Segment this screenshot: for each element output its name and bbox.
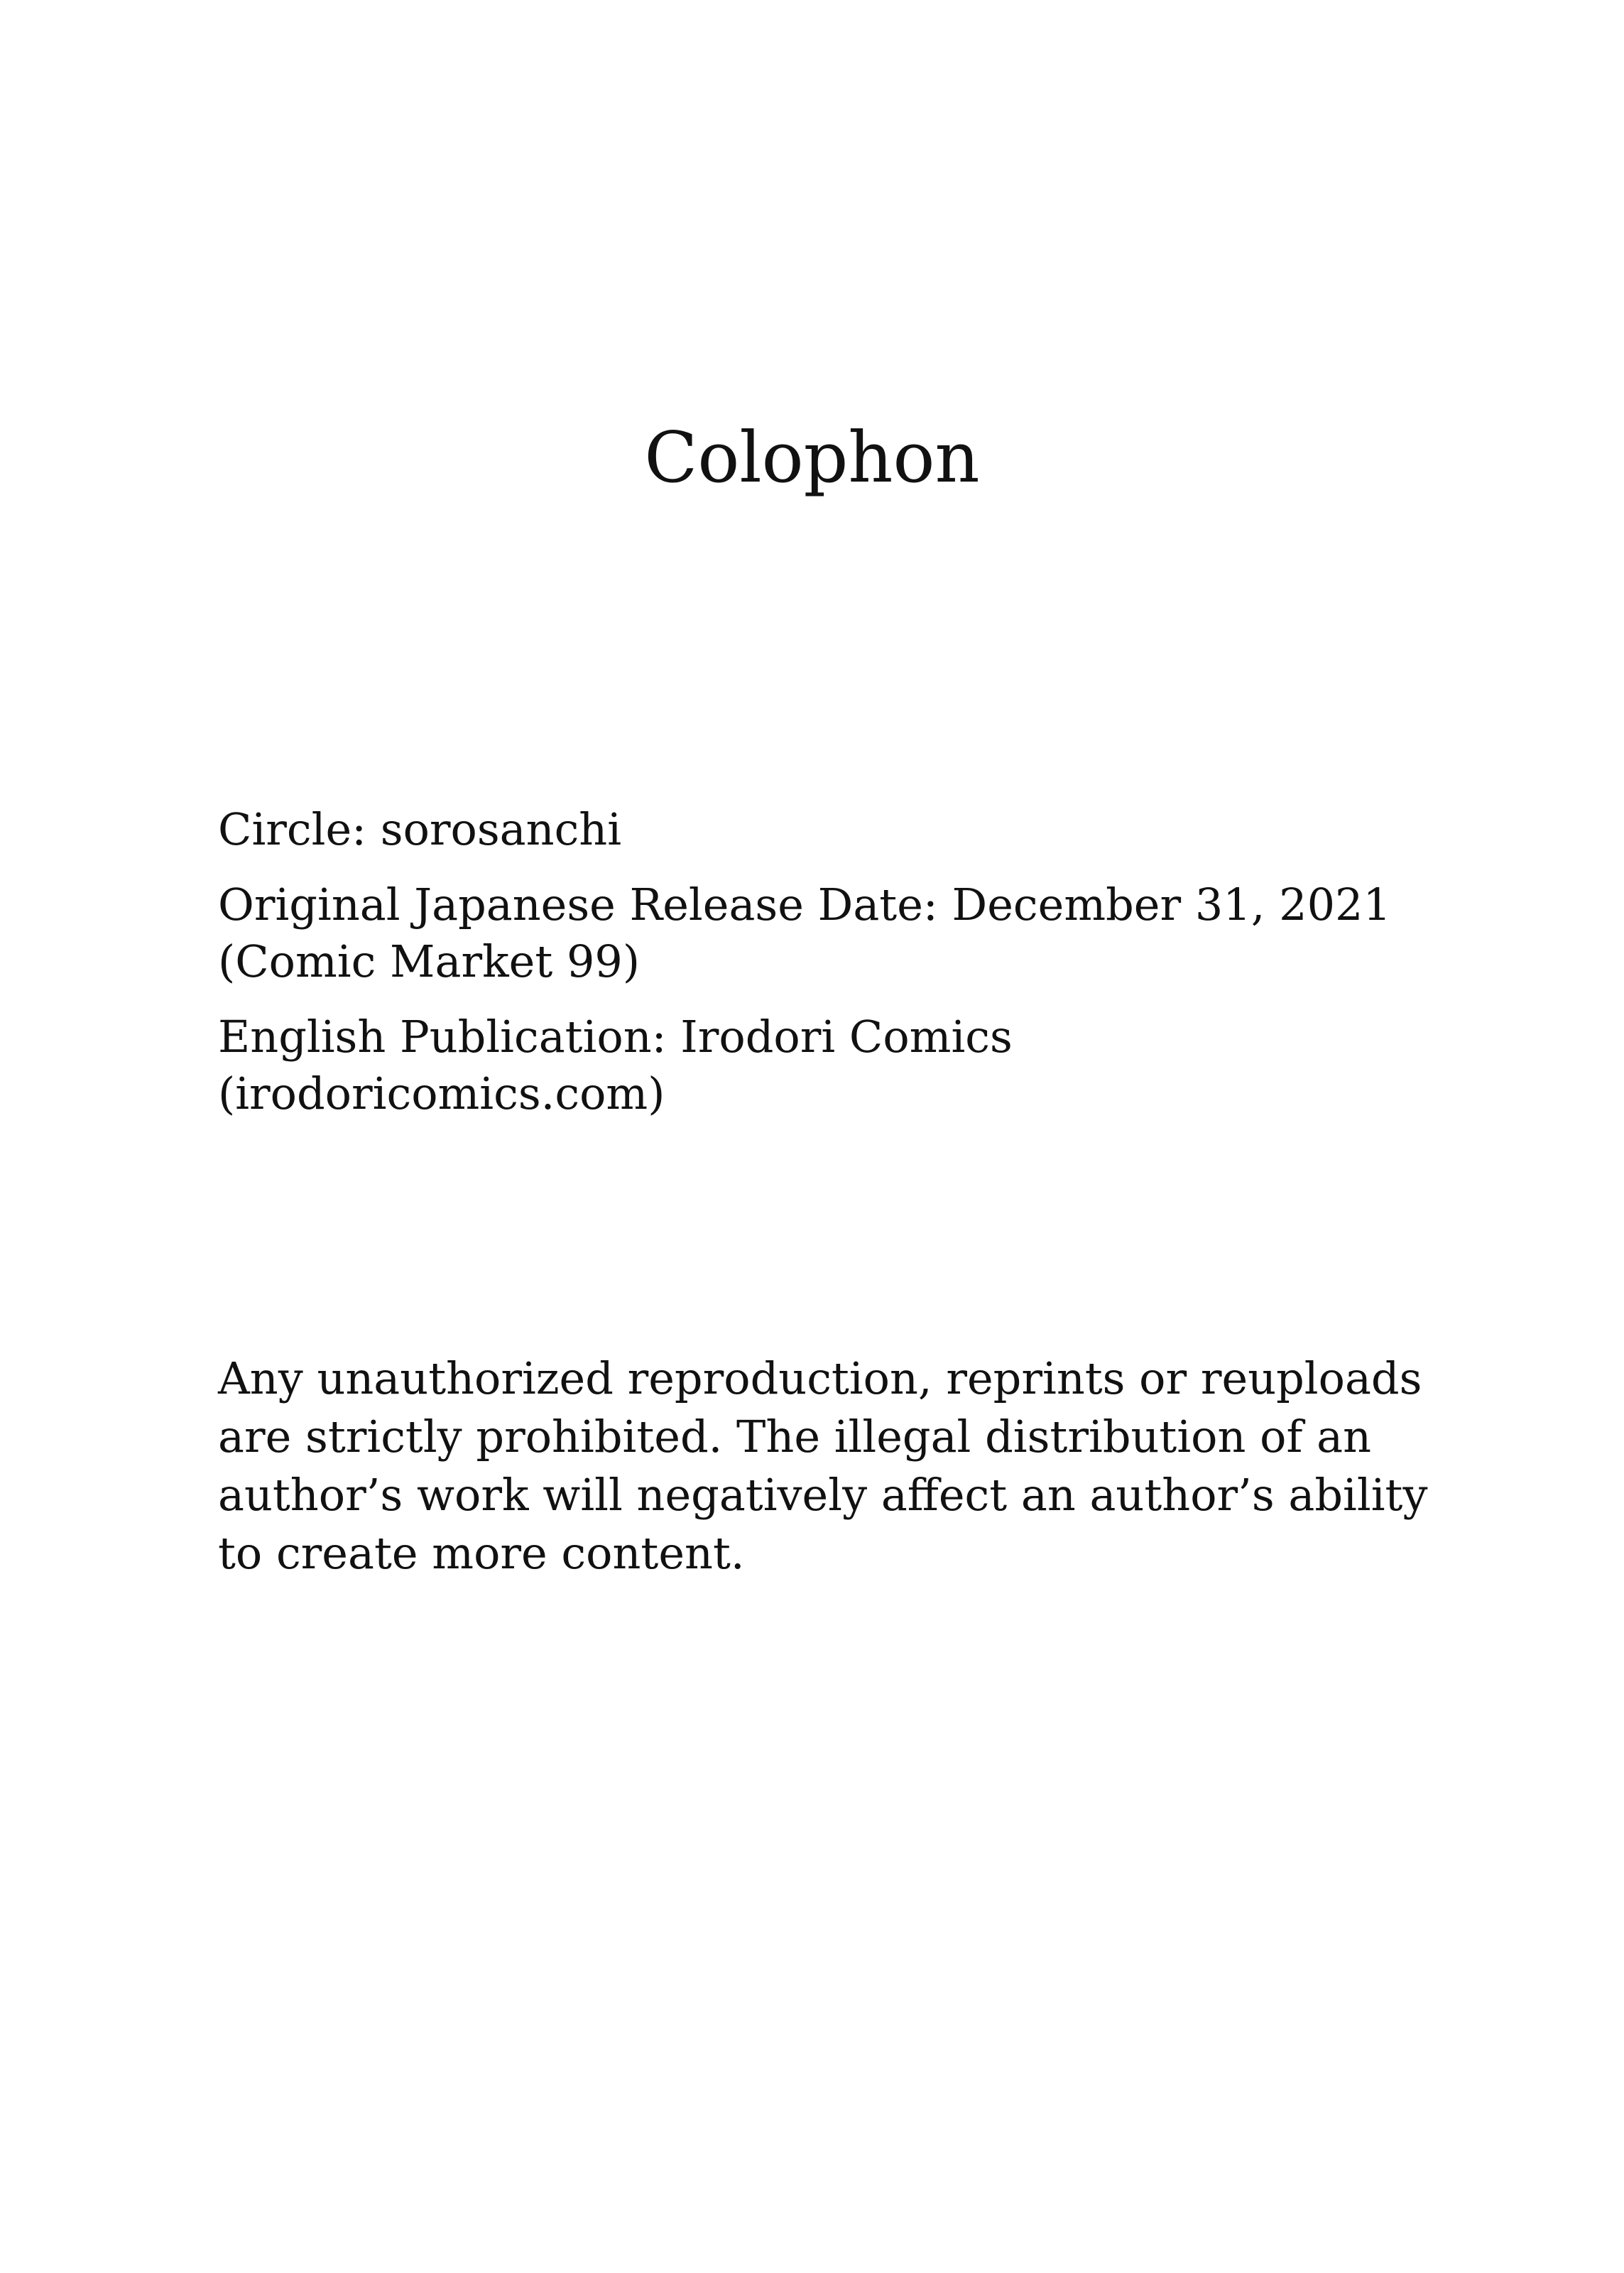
release-date-line: Original Japanese Release Date: December 31, 2021 (218, 879, 1391, 931)
circle-line: Circle: sorosanchi (218, 803, 622, 855)
release-event-line: (Comic Market 99) (218, 935, 641, 987)
publication-info (218, 801, 1496, 1141)
page-title: Colophon (644, 418, 980, 499)
release-date-block (218, 877, 1496, 990)
publisher-website-line: (irodoricomics.com) (218, 1068, 665, 1119)
english-publication-block (218, 1009, 1496, 1122)
publisher-line: English Publication: Irodori Comics (218, 1011, 1013, 1063)
copyright-notice: Any unauthorized reproduction, reprints or reuploads are strictly prohibited. The illegal distribution of an author’s work will negatively affect an author’s ability to create more content. (218, 1352, 1428, 1579)
